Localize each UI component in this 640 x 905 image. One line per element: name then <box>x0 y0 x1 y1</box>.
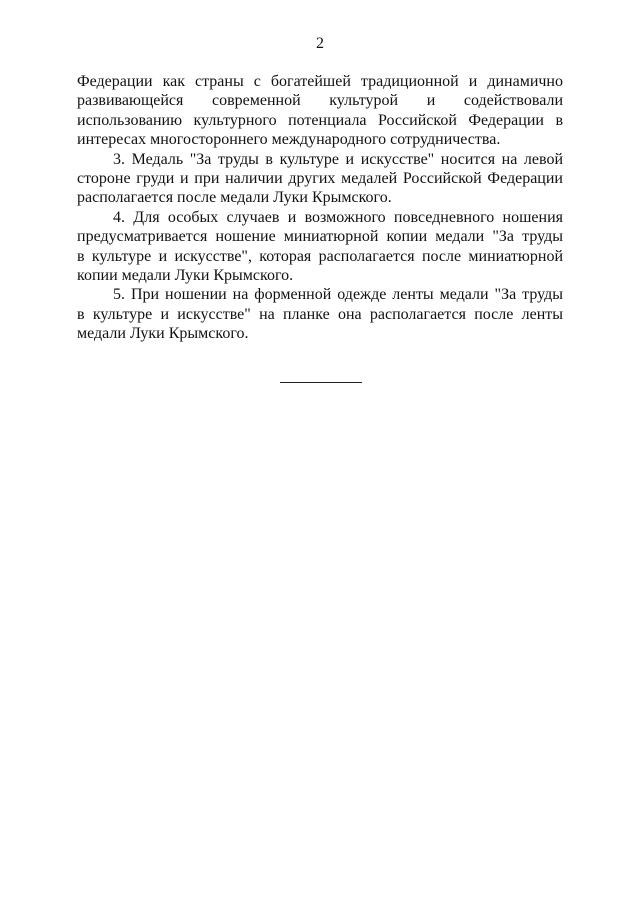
paragraph-item-3 <box>77 150 563 208</box>
text-line: копии медали Луки Крымского. <box>77 266 294 284</box>
text-line: в культуре и искусстве" на планке она располагается после ленты <box>77 305 563 323</box>
text-line: в культуре и искусстве", которая располагается после миниатюрной <box>77 247 563 265</box>
page-number: 2 <box>316 35 324 52</box>
text-line: развивающейся современной культурой и содействовали <box>77 92 563 110</box>
text-line: 4. Для особых случаев и возможного повседневного ношения <box>113 208 563 226</box>
text-line: стороне груди и при наличии других медалей Российской Федерации <box>77 169 563 187</box>
paragraph-item-4 <box>77 208 563 286</box>
text-line: Федерации как страны с богатейшей традиционной и динамично <box>77 73 563 90</box>
text-line: 5. При ношении на форменной одежде ленты медали "За труды <box>113 286 563 304</box>
text-line: 3. Медаль "За труды в культуре и искусстве" носится на левой <box>113 150 563 168</box>
text-line: предусматривается ношение миниатюрной копии медали "За труды <box>77 228 563 246</box>
paragraph-federation-culture <box>77 72 563 150</box>
end-separator-line <box>280 382 362 383</box>
text-line: медали Луки Крымского. <box>77 325 249 343</box>
document-body <box>77 72 563 343</box>
text-line: интересах многостороннего международного сотрудничества. <box>77 131 501 149</box>
paragraph-item-5 <box>77 285 563 343</box>
text-line: использованию культурного потенциала Российской Федерации в <box>77 111 563 129</box>
text-line: располагается после медали Луки Крымского. <box>77 189 392 207</box>
